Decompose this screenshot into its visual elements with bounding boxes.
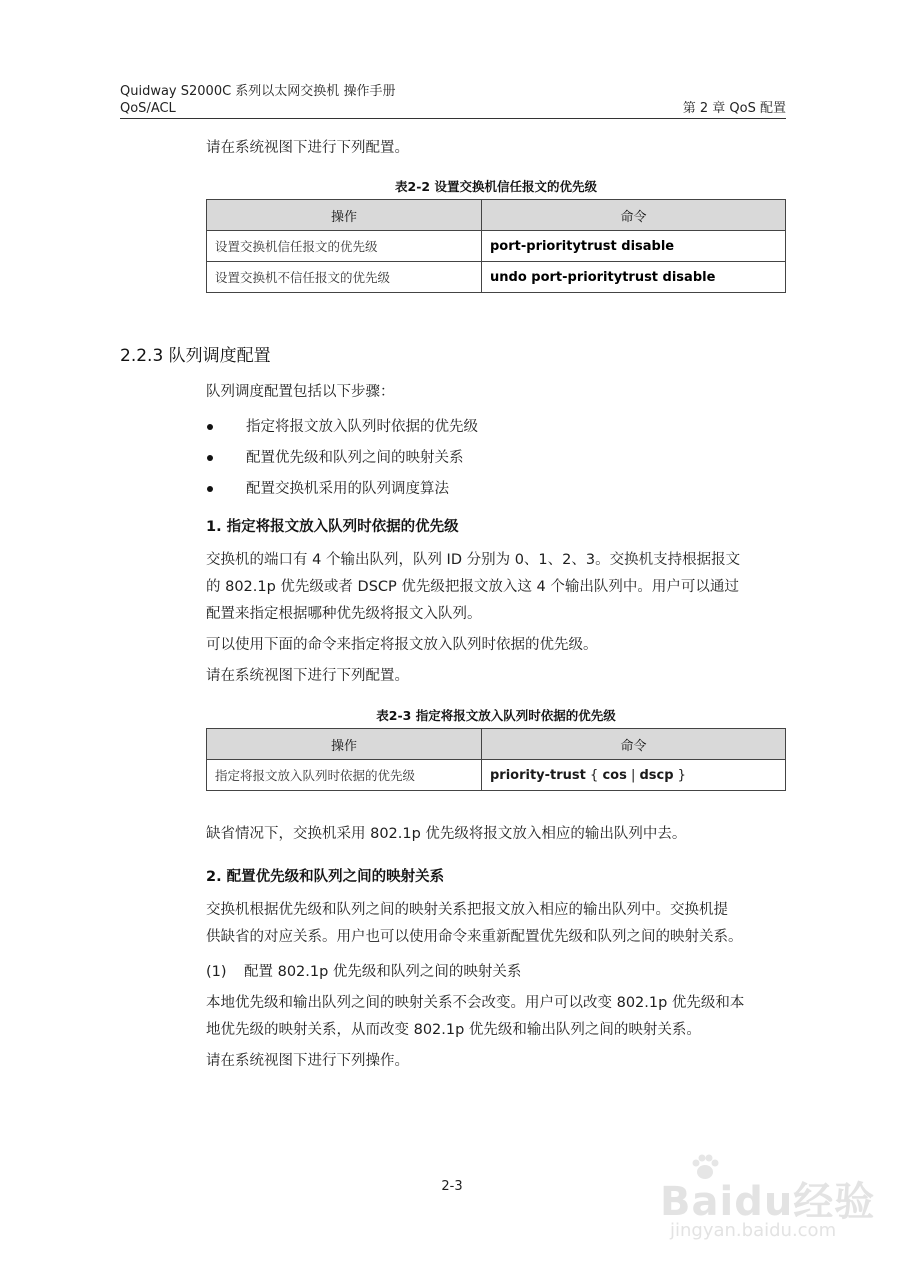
cmd-brace-close: }	[673, 767, 686, 783]
table-row	[207, 262, 786, 293]
bullet-dot-icon	[207, 424, 213, 430]
cmd-keyword: priority-trust	[490, 767, 586, 783]
table1-caption: 表2-2 设置交换机信任报文的优先级	[395, 179, 597, 194]
table-cell-op: 设置交换机不信任报文的优先级	[207, 262, 482, 293]
section-title: 2.2.3 队列调度配置	[120, 346, 271, 366]
table-header-row	[207, 729, 786, 760]
paragraph: 请在系统视图下进行下列操作。	[206, 1053, 409, 1069]
watermark-logo: Baidu经验	[660, 1179, 876, 1225]
cmd-option-cos: cos	[602, 767, 627, 783]
paragraph: 请在系统视图下进行下列配置。	[206, 668, 409, 684]
paragraph-line: 的 802.1p 优先级或者 DSCP 优先级把报文放入这 4 个输出队列中。用户可以通过	[206, 579, 739, 595]
header-rule	[120, 118, 786, 119]
table-cell-cmd: undo port-prioritytrust disable	[482, 262, 786, 293]
default-note: 缺省情况下，交换机采用 802.1p 优先级将报文放入相应的输出队列中去。	[206, 826, 687, 842]
numbered-item-text: 配置 802.1p 优先级和队列之间的映射关系	[244, 964, 522, 980]
intro-paragraph: 请在系统视图下进行下列配置。	[206, 140, 409, 156]
table2-caption: 表2-3 指定将报文放入队列时依据的优先级	[376, 708, 616, 723]
table-header-op: 操作	[207, 729, 482, 760]
page-number: 2-3	[441, 1179, 463, 1194]
table-header-cmd: 命令	[482, 729, 786, 760]
table2	[206, 728, 786, 791]
numbered-item-number: (1)	[206, 964, 227, 980]
subsection-1-title: 1. 指定将报文放入队列时依据的优先级	[206, 519, 459, 535]
table-header-op: 操作	[207, 200, 482, 231]
table-cell-cmd	[482, 760, 786, 791]
list-item: 指定将报文放入队列时依据的优先级	[246, 419, 478, 435]
subsection-2-title: 2. 配置优先级和队列之间的映射关系	[206, 869, 445, 885]
paragraph: 可以使用下面的命令来指定将报文放入队列时依据的优先级。	[206, 637, 598, 653]
paragraph-line: 配置来指定根据哪种优先级将报文入队列。	[206, 606, 482, 622]
table-row	[207, 760, 786, 791]
table1	[206, 199, 786, 293]
table-row	[207, 231, 786, 262]
cmd-separator: |	[626, 767, 640, 783]
paragraph-line: 本地优先级和输出队列之间的映射关系不会改变。用户可以改变 802.1p 优先级和本	[206, 995, 745, 1011]
table-cell-op: 指定将报文放入队列时依据的优先级	[207, 760, 482, 791]
section-lead: 队列调度配置包括以下步骤：	[206, 384, 395, 400]
table-cell-op: 设置交换机信任报文的优先级	[207, 231, 482, 262]
paragraph-line: 交换机的端口有 4 个输出队列，队列 ID 分别为 0、1、2、3。交换机支持根据报文	[206, 552, 741, 568]
bullet-dot-icon	[207, 486, 213, 492]
header-subtitle: QoS/ACL	[120, 101, 176, 116]
paragraph-line: 交换机根据优先级和队列之间的映射关系把报文放入相应的输出队列中。交换机提	[206, 902, 728, 918]
paragraph-line: 地优先级的映射关系，从而改变 802.1p 优先级和输出队列之间的映射关系。	[206, 1022, 701, 1038]
header-chapter: 第 2 章 QoS 配置	[682, 101, 786, 116]
table-header-cmd: 命令	[482, 200, 786, 231]
cmd-brace-open: {	[585, 767, 603, 783]
list-item: 配置优先级和队列之间的映射关系	[246, 450, 464, 466]
watermark-url: jingyan.baidu.com	[670, 1220, 837, 1241]
header-title: Quidway S2000C 系列以太网交换机 操作手册	[120, 84, 396, 99]
bullet-dot-icon	[207, 455, 213, 461]
table-cell-cmd: port-prioritytrust disable	[482, 231, 786, 262]
cmd-option-dscp: dscp	[639, 767, 674, 783]
paragraph-line: 供缺省的对应关系。用户也可以使用命令来重新配置优先级和队列之间的映射关系。	[206, 929, 743, 945]
table-header-row	[207, 200, 786, 231]
list-item: 配置交换机采用的队列调度算法	[246, 481, 449, 497]
